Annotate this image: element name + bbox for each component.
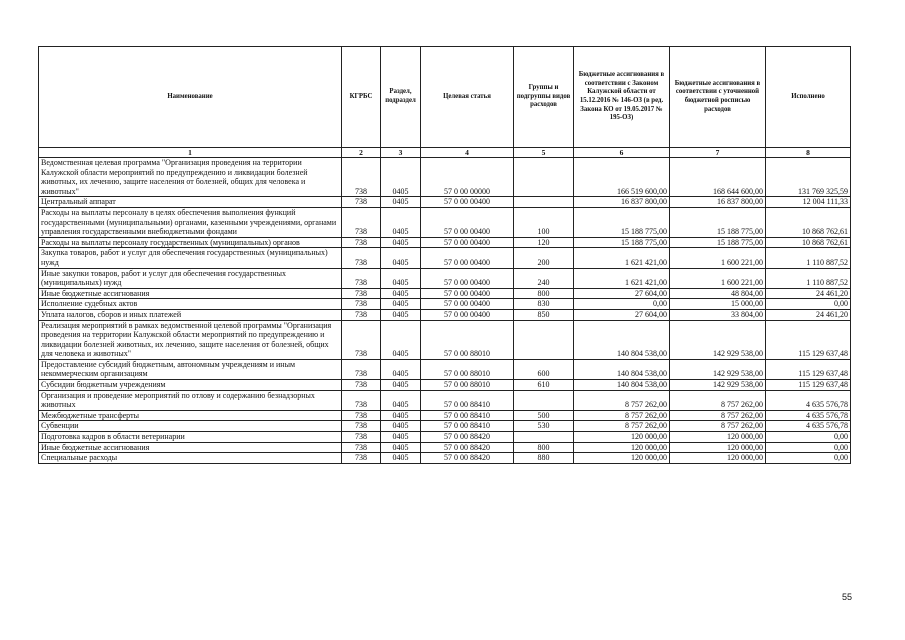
row-kgrbs: 738 [342, 380, 381, 391]
row-law: 166 519 600,00 [574, 158, 670, 197]
row-group [514, 390, 574, 410]
row-target: 57 0 00 88410 [421, 390, 514, 410]
row-section: 0405 [381, 158, 421, 197]
table-row [39, 453, 851, 464]
row-target: 57 0 00 00400 [421, 248, 514, 268]
budget-table [38, 46, 851, 464]
row-done: 12 004 111,33 [766, 197, 851, 208]
row-target: 57 0 00 88420 [421, 432, 514, 443]
row-section: 0405 [381, 421, 421, 432]
row-target: 57 0 00 88010 [421, 380, 514, 391]
row-target: 57 0 00 00400 [421, 268, 514, 288]
table-row [39, 432, 851, 443]
row-done: 115 129 637,48 [766, 380, 851, 391]
row-kgrbs: 738 [342, 410, 381, 421]
row-roster: 16 837 800,00 [670, 197, 766, 208]
row-done: 4 635 576,78 [766, 421, 851, 432]
row-name: Уплата налогов, сборов и иных платежей [39, 309, 342, 320]
column-header-section: Раздел, подраздел [381, 47, 421, 148]
row-section: 0405 [381, 248, 421, 268]
row-law: 8 757 262,00 [574, 390, 670, 410]
row-roster: 120 000,00 [670, 432, 766, 443]
row-section: 0405 [381, 390, 421, 410]
page-number: 55 [842, 592, 853, 602]
row-law: 8 757 262,00 [574, 421, 670, 432]
row-roster: 1 600 221,00 [670, 248, 766, 268]
row-section: 0405 [381, 410, 421, 421]
row-done: 131 769 325,59 [766, 158, 851, 197]
row-done: 0,00 [766, 442, 851, 453]
row-group: 500 [514, 410, 574, 421]
row-group [514, 197, 574, 208]
row-group: 610 [514, 380, 574, 391]
row-name: Иные бюджетные ассигнования [39, 442, 342, 453]
column-header-kgrbs: КГРБС [342, 47, 381, 148]
row-name: Предоставление субсидий бюджетным, автономным учреждениям и иным некоммерческим организациям [39, 359, 342, 379]
row-law: 120 000,00 [574, 453, 670, 464]
row-section: 0405 [381, 299, 421, 310]
column-number: 4 [421, 148, 514, 158]
row-group: 800 [514, 442, 574, 453]
row-section: 0405 [381, 380, 421, 391]
row-name: Специальные расходы [39, 453, 342, 464]
row-done: 4 635 576,78 [766, 390, 851, 410]
table-row [39, 248, 851, 268]
column-header-target: Целевая статья [421, 47, 514, 148]
column-number: 3 [381, 148, 421, 158]
row-kgrbs: 738 [342, 197, 381, 208]
row-section: 0405 [381, 207, 421, 237]
row-kgrbs: 738 [342, 309, 381, 320]
row-done: 0,00 [766, 453, 851, 464]
column-header-done: Исполнено [766, 47, 851, 148]
row-kgrbs: 738 [342, 453, 381, 464]
row-section: 0405 [381, 197, 421, 208]
row-target: 57 0 00 00400 [421, 237, 514, 248]
table-row [39, 309, 851, 320]
row-name: Организация и проведение мероприятий по отлову и содержанию безнадзорных животных [39, 390, 342, 410]
row-group: 240 [514, 268, 574, 288]
row-done: 115 129 637,48 [766, 359, 851, 379]
row-name: Расходы на выплаты персоналу государственных (муниципальных) органов [39, 237, 342, 248]
row-group: 850 [514, 309, 574, 320]
row-section: 0405 [381, 359, 421, 379]
row-group: 800 [514, 288, 574, 299]
row-kgrbs: 738 [342, 421, 381, 432]
row-section: 0405 [381, 432, 421, 443]
row-group: 600 [514, 359, 574, 379]
row-section: 0405 [381, 288, 421, 299]
table-row [39, 410, 851, 421]
row-target: 57 0 00 00400 [421, 299, 514, 310]
row-target: 57 0 00 00400 [421, 197, 514, 208]
table-body [39, 158, 851, 464]
row-done: 24 461,20 [766, 309, 851, 320]
row-name: Субсидии бюджетным учреждениям [39, 380, 342, 391]
table-header-row [39, 47, 851, 148]
row-done: 4 635 576,78 [766, 410, 851, 421]
row-law: 0,00 [574, 299, 670, 310]
row-name: Иные закупки товаров, работ и услуг для обеспечения государственных (муниципальных) нужд [39, 268, 342, 288]
table-row [39, 359, 851, 379]
table-row [39, 421, 851, 432]
row-law: 120 000,00 [574, 442, 670, 453]
row-law: 140 804 538,00 [574, 380, 670, 391]
column-header-group: Группы и подгруппы видов расходов [514, 47, 574, 148]
table-row [39, 207, 851, 237]
column-number: 5 [514, 148, 574, 158]
row-section: 0405 [381, 442, 421, 453]
row-kgrbs: 738 [342, 237, 381, 248]
column-header-name: Наименование [39, 47, 342, 148]
row-kgrbs: 738 [342, 299, 381, 310]
row-name: Иные бюджетные ассигнования [39, 288, 342, 299]
row-section: 0405 [381, 309, 421, 320]
row-section: 0405 [381, 268, 421, 288]
row-law: 15 188 775,00 [574, 237, 670, 248]
table-row [39, 380, 851, 391]
row-name: Расходы на выплаты персоналу в целях обеспечения выполнения функций государственными (муниципальными) органами, казенными учреждениями, органами управления государственными внебюджетными фондами [39, 207, 342, 237]
row-name: Закупка товаров, работ и услуг для обеспечения государственных (муниципальных) нужд [39, 248, 342, 268]
row-done: 1 110 887,52 [766, 248, 851, 268]
row-group: 830 [514, 299, 574, 310]
row-target: 57 0 00 88420 [421, 453, 514, 464]
row-roster: 8 757 262,00 [670, 421, 766, 432]
row-section: 0405 [381, 320, 421, 359]
row-roster: 33 804,00 [670, 309, 766, 320]
table-row [39, 299, 851, 310]
column-numbers-row [39, 148, 851, 158]
row-kgrbs: 738 [342, 268, 381, 288]
row-roster: 8 757 262,00 [670, 410, 766, 421]
row-name: Субвенции [39, 421, 342, 432]
row-kgrbs: 738 [342, 390, 381, 410]
row-done: 1 110 887,52 [766, 268, 851, 288]
row-name: Межбюджетные трансферты [39, 410, 342, 421]
column-number: 1 [39, 148, 342, 158]
row-kgrbs: 738 [342, 432, 381, 443]
row-kgrbs: 738 [342, 359, 381, 379]
row-group [514, 432, 574, 443]
row-law: 27 604,00 [574, 309, 670, 320]
row-law: 140 804 538,00 [574, 359, 670, 379]
row-kgrbs: 738 [342, 158, 381, 197]
column-number: 8 [766, 148, 851, 158]
column-number: 7 [670, 148, 766, 158]
row-roster: 168 644 600,00 [670, 158, 766, 197]
table-row [39, 197, 851, 208]
row-name: Центральный аппарат [39, 197, 342, 208]
row-done: 115 129 637,48 [766, 320, 851, 359]
column-header-law: Бюджетные ассигнования в соответствии с Законом Калужской области от 15.12.2016 № 146-ОЗ (в ред. Закона КО от 19.05.2017 № 195-ОЗ) [574, 47, 670, 148]
row-kgrbs: 738 [342, 207, 381, 237]
table-row [39, 320, 851, 359]
row-name: Подготовка кадров в области ветеринарии [39, 432, 342, 443]
table-row [39, 390, 851, 410]
row-target: 57 0 00 00000 [421, 158, 514, 197]
row-group: 120 [514, 237, 574, 248]
row-roster: 142 929 538,00 [670, 380, 766, 391]
row-done: 0,00 [766, 432, 851, 443]
row-done: 10 868 762,61 [766, 207, 851, 237]
row-law: 1 621 421,00 [574, 268, 670, 288]
column-number: 6 [574, 148, 670, 158]
row-roster: 15 188 775,00 [670, 237, 766, 248]
row-name: Реализация мероприятий в рамках ведомственной целевой программы "Организация проведения на территории Калужской области мероприятий по предупреждению и ликвидации болезней животных, их лечению, защите населения от болезней, общих для человека и животных" [39, 320, 342, 359]
row-target: 57 0 00 88010 [421, 359, 514, 379]
row-done: 0,00 [766, 299, 851, 310]
row-law: 16 837 800,00 [574, 197, 670, 208]
row-law: 15 188 775,00 [574, 207, 670, 237]
row-target: 57 0 00 88410 [421, 410, 514, 421]
row-roster: 8 757 262,00 [670, 390, 766, 410]
row-roster: 142 929 538,00 [670, 320, 766, 359]
table-row [39, 268, 851, 288]
row-group: 100 [514, 207, 574, 237]
table-row [39, 288, 851, 299]
row-target: 57 0 00 88410 [421, 421, 514, 432]
row-target: 57 0 00 88420 [421, 442, 514, 453]
row-kgrbs: 738 [342, 442, 381, 453]
table-row [39, 442, 851, 453]
row-roster: 120 000,00 [670, 442, 766, 453]
row-name: Ведомственная целевая программа "Организация проведения на территории Калужской области мероприятий по предупреждению и ликвидации болезней животных, их лечению, защите населения от болезней, общих для человека и животных" [39, 158, 342, 197]
row-group [514, 158, 574, 197]
row-section: 0405 [381, 237, 421, 248]
row-section: 0405 [381, 453, 421, 464]
row-group: 880 [514, 453, 574, 464]
table-row [39, 237, 851, 248]
row-group: 530 [514, 421, 574, 432]
row-kgrbs: 738 [342, 320, 381, 359]
row-roster: 142 929 538,00 [670, 359, 766, 379]
row-law: 140 804 538,00 [574, 320, 670, 359]
row-law: 120 000,00 [574, 432, 670, 443]
row-law: 8 757 262,00 [574, 410, 670, 421]
row-roster: 1 600 221,00 [670, 268, 766, 288]
table-row [39, 158, 851, 197]
row-target: 57 0 00 00400 [421, 309, 514, 320]
row-roster: 120 000,00 [670, 453, 766, 464]
row-name: Исполнение судебных актов [39, 299, 342, 310]
row-roster: 15 000,00 [670, 299, 766, 310]
row-group [514, 320, 574, 359]
row-done: 24 461,20 [766, 288, 851, 299]
row-target: 57 0 00 00400 [421, 288, 514, 299]
row-kgrbs: 738 [342, 288, 381, 299]
row-roster: 15 188 775,00 [670, 207, 766, 237]
row-target: 57 0 00 00400 [421, 207, 514, 237]
row-target: 57 0 00 88010 [421, 320, 514, 359]
column-header-roster: Бюджетные ассигнования в соответствии с уточненной бюджетной росписью расходов [670, 47, 766, 148]
row-kgrbs: 738 [342, 248, 381, 268]
row-done: 10 868 762,61 [766, 237, 851, 248]
column-number: 2 [342, 148, 381, 158]
row-law: 27 604,00 [574, 288, 670, 299]
row-group: 200 [514, 248, 574, 268]
row-law: 1 621 421,00 [574, 248, 670, 268]
row-roster: 48 804,00 [670, 288, 766, 299]
